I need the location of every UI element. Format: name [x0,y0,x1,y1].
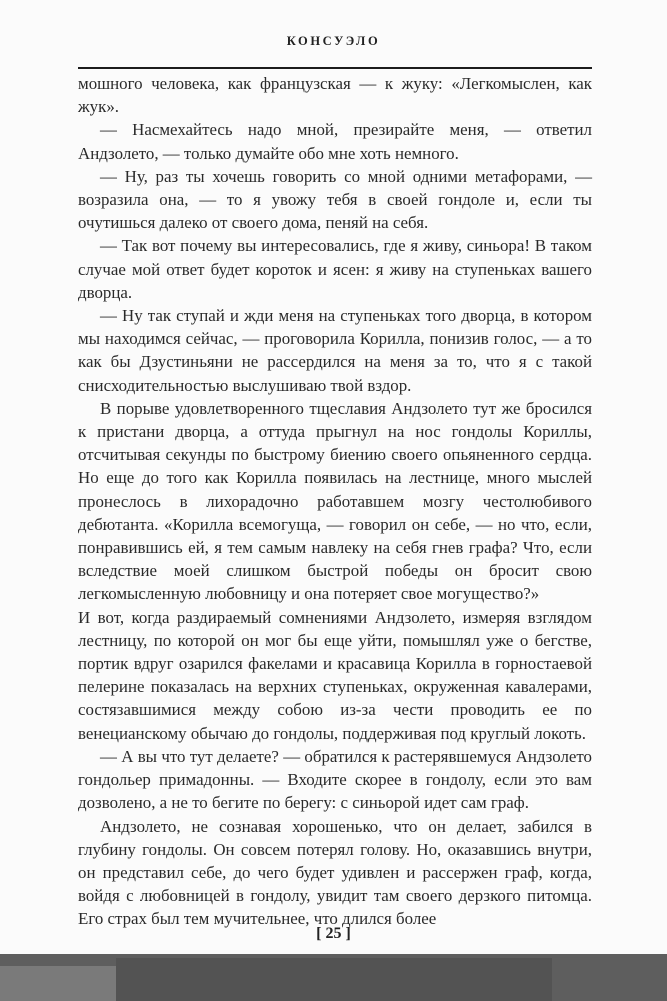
page-number: [ 25 ] [316,925,351,942]
running-head: КОНСУЭЛО [286,34,381,48]
paragraph-9: Андзолето, не сознавая хорошенько, что он делает, забился в глубину гондолы. Он совсем потерял голову. Но, оказавшись внутри, он представил себе, до чего будет удивлен и рассержен граф, когда, войдя с любовницей в гондолу, увидит там своего дерзкого питомца. Его страх был тем мучительнее, что длился более [78,816,592,929]
paragraph-5: — Ну так ступай и жди меня на ступеньках того дворца, в котором мы находимся сейчас, — проговорила Корилла, понизив голос, — а то как бы Дзустиньяни не рассердился на меня за то, что я с такой снисходительностью выслушиваю твой вздор. [78,306,592,395]
paragraph-3: — Ну, раз ты хочешь говорить со мной одними метафорами, — возразила она, — то я увожу тебя в своей гондоле и, если ты очутишься далеко от своего дома, пеняй на себя. [78,166,592,233]
paragraph-2: — Насмехайтесь надо мной, презирайте меня, — ответил Андзолето, — только думайте обо мне хоть немного. [78,120,592,163]
paragraph-1: мошного человека, как французская — к жуку: «Легкомыслен, как жук». [78,74,592,117]
paragraph-7: И вот, когда раздираемый сомнениями Андзолето, измеряя взглядом лестницу, по которой он мог бы еще уйти, помышлял уже о бегстве, портик вдруг озарился факелами и красавица Корилла в горностаевой пелерине показалась на верхних ступеньках, окруженная кавалерами, состязавшимися между собою из-за чести проводить ее по венецианскому обычаю до гондолы, поддерживая под круглый локоть. [78,607,592,743]
header-rule [78,67,592,69]
paragraph-8: — А вы что тут делаете? — обратился к растерявшемуся Андзолето гондольер примадонны. — Входите скорее в гондолу, если это вам дозволено, а не то бегите по берегу: с синьорой идет сам граф. [78,746,592,813]
scan-shadow-left [0,966,116,1001]
body-text [78,72,592,931]
paragraph-6: В порыве удовлетворенного тщеславия Андзолето тут же бросился к пристани дворца, а оттуда прыгнул на нос гондолы Кориллы, отсчитывая секунды по быстрому биению своего опьяненного сердца. Но еще до того как Корилла появилась на лестнице, много мыслей пронеслось в лихорадочно работавшем мозгу честолюбивого дебютанта. «Корилла всемогуща, — говорил он себе, — но что, если, понравившись ей, я тем самым навлеку на себя гнев графа? Что, если вследствие моей слишком быстрой победы он бросит свою легкомысленную любовницу и она потеряет свое могущество?» [78,398,592,604]
paragraph-4: — Так вот почему вы интересовались, где я живу, синьора! В таком случае мой ответ будет короток и ясен: я живу на ступеньках вашего дворца. [78,236,592,302]
scan-shadow-mid [116,958,552,1001]
